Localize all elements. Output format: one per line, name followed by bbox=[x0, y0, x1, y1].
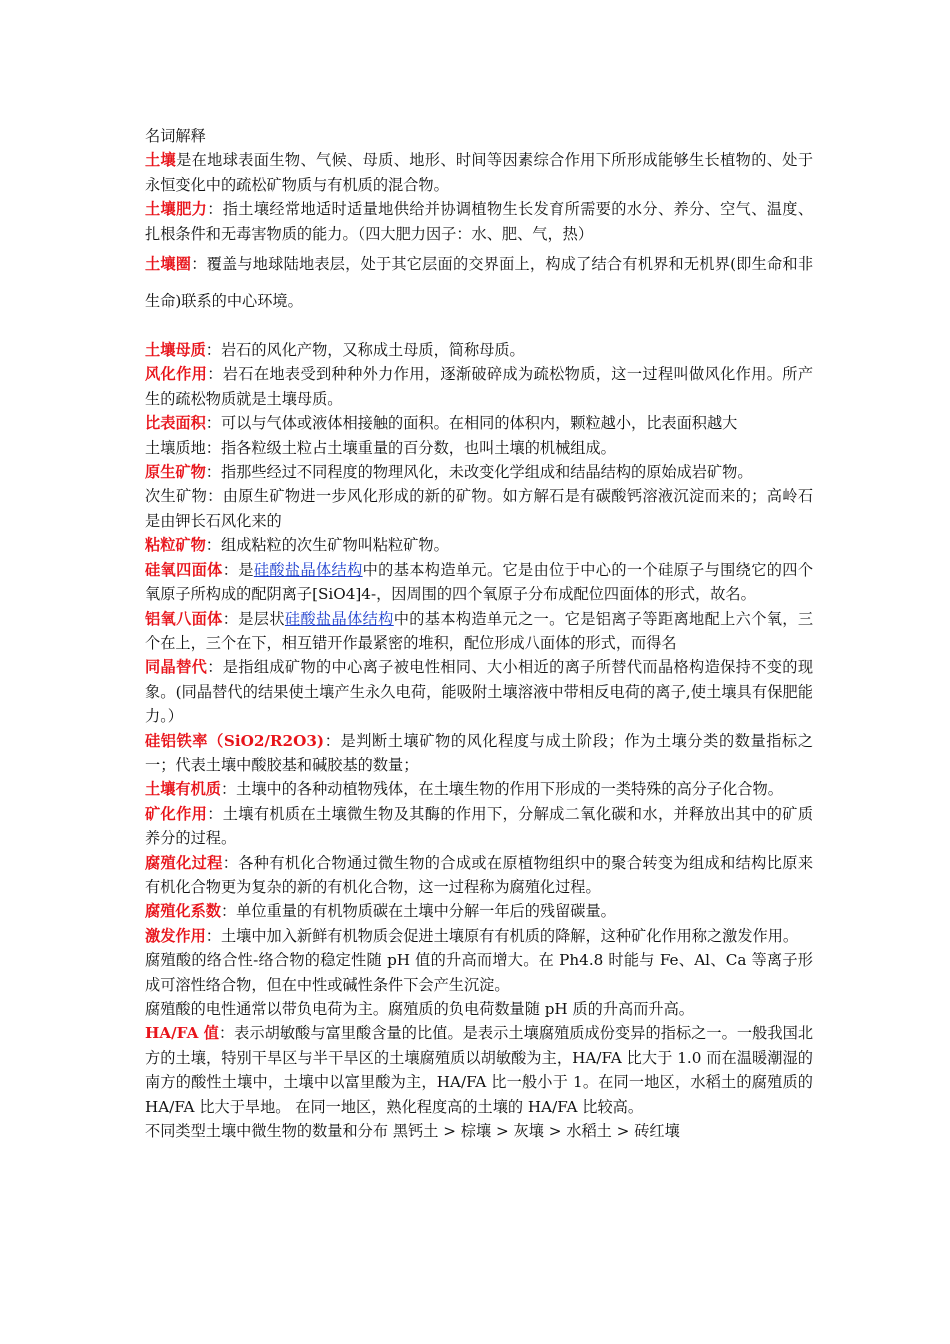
entry-text: 中的基本构造单元之一。它是铝离子等距离地配上六个氧，三个在上，三个在下，相互错开作最紧密的堆积，配位形成八面体的形式，而得名 bbox=[145, 609, 814, 652]
entry-text: 中的基本构造单元。它是由位于中心的一个硅原子与围绕它的四个氧原子所构成的配阴离子[SiO4]4-，因周围的四个氧原子分布成配位四面体的形式，故名。 bbox=[145, 560, 814, 604]
entry-soil-organic-matter bbox=[145, 777, 813, 801]
entry-text: ：表示胡敏酸与富里酸含量的比值。是表示土壤腐殖质成份变异的指标之一。一般我国北方的土壤，特别干旱区与半干旱区的土壤腐殖质以胡敏酸为主，HA/FA 比大于 1.0 而在温暖潮湿的南方的酸性土壤中，土壤中以富里酸为主，HA/FA 比一般小于 1。在同一地区，水稻土的腐殖质的 HA/FA 比大于旱地。 在同一地区，熟化程度高的土壤的 HA/FA 比较高。 bbox=[145, 1024, 814, 1116]
entry-term: 腐殖化过程 bbox=[145, 853, 223, 872]
entry-microbe-distribution: 不同类型土壤中微生物的数量和分布 黑钙土 > 棕壤 > 灰壤 > 水稻土 > 砖红壤 bbox=[145, 1122, 680, 1141]
entry-soil-texture: 土壤质地：指各粒级土粒占土壤重量的百分数，也叫土壤的机械组成。 bbox=[145, 438, 616, 457]
entry-text: ：土壤中加入新鲜有机物质会促进土壤原有有机质的降解，这种矿化作用称之激发作用。 bbox=[205, 926, 799, 945]
entry-term: 硅氧四面体 bbox=[145, 560, 223, 579]
entry-text: ：是判断土壤矿物的风化程度与成土阶段；作为土壤分类的数量指标之一；代表土壤中酸胶基和碱胶基的数量； bbox=[145, 731, 813, 774]
entry-term: 土壤 bbox=[145, 151, 177, 170]
entry-term: 硅铝铁率（SiO2/R2O3) bbox=[145, 731, 325, 750]
entry-clay-mineral bbox=[145, 533, 813, 557]
entry-silica-tetrahedron bbox=[145, 558, 813, 607]
entry-primary-mineral bbox=[145, 460, 813, 484]
entry-term: 土壤有机质 bbox=[145, 780, 221, 799]
entry-alumina-octahedron bbox=[145, 607, 813, 656]
entry-text: ：单位重量的有机物质碳在土壤中分解一年后的残留碳量。 bbox=[220, 902, 616, 921]
entry-sesquioxide-ratio bbox=[145, 729, 813, 778]
entry-text: ：岩石的风化产物，又称成土母质，简称母质。 bbox=[205, 341, 525, 360]
entry-text: ：指土壤经常地适时适量地供给并协调植物生长发育所需要的水分、养分、空气、温度、扎根条件和无毒害物质的能力。（四大肥力因子：水、肥、气，热） bbox=[145, 200, 814, 243]
entry-term: 原生矿物 bbox=[145, 463, 206, 482]
silicate-structure-link[interactable]: 硅酸盐晶体结构 bbox=[253, 560, 363, 579]
entry-term: 土壤肥力 bbox=[145, 200, 208, 219]
entry-ha-fa-ratio bbox=[145, 1021, 813, 1119]
entry-term: 风化作用 bbox=[145, 365, 208, 384]
entry-parent-material bbox=[145, 338, 813, 362]
entry-term: 铝氧八面体 bbox=[145, 609, 223, 628]
entry-term: HA/FA 值 bbox=[145, 1024, 219, 1043]
entry-soil bbox=[145, 148, 813, 197]
entry-pedosphere bbox=[145, 246, 813, 320]
entry-isomorphous-substitution bbox=[145, 655, 813, 728]
entry-term: 比表面积 bbox=[145, 414, 206, 433]
entry-text: ：土壤中的各种动植物残体，在土壤生物的作用下形成的一类特殊的高分子化合物。 bbox=[220, 780, 783, 799]
entry-term: 腐殖化系数 bbox=[145, 902, 221, 921]
entry-secondary-mineral: 次生矿物：由原生矿物进一步风化形成的新的矿物。如方解石是有碳酸钙溶液沉淀而来的；高岭石是由钾长石风化来的 bbox=[145, 487, 813, 530]
entry-humic-complexation: 腐殖酸的络合性-络合物的稳定性随 pH 值的升高而增大。在 Ph4.8 时能与 Fe、Al、Ca 等离子形成可溶性络合物，但在中性或碱性条件下会产生沉淀。 bbox=[145, 951, 813, 994]
entry-priming-effect bbox=[145, 924, 813, 948]
entry-text: ：岩石在地表受到种种外力作用，逐渐破碎成为疏松物质，这一过程叫做风化作用。所产生的疏松物质就是土壤母质。 bbox=[145, 365, 814, 408]
entry-specific-surface bbox=[145, 411, 813, 435]
entry-text: ：组成粘粒的次生矿物叫粘粒矿物。 bbox=[205, 536, 449, 555]
entry-text: ：各种有机化合物通过微生物的合成或在原植物组织中的聚合转变为组成和结构比原来有机化合物更为复杂的新的有机化合物，这一过程称为腐殖化过程。 bbox=[145, 853, 814, 896]
entry-soil-fertility bbox=[145, 197, 813, 246]
entry-term: 土壤圈 bbox=[145, 255, 192, 274]
entry-text: ：是 bbox=[222, 560, 254, 579]
entry-term: 粘粒矿物 bbox=[145, 536, 206, 555]
entry-text: ：可以与气体或液体相接触的面积。在相同的体积内，颗粒越小，比表面积越大 bbox=[205, 414, 738, 433]
entry-weathering bbox=[145, 362, 813, 411]
entry-text: ：是层状 bbox=[222, 609, 285, 628]
page-heading: 名词解释 bbox=[145, 127, 206, 145]
document-page bbox=[145, 124, 813, 1143]
entry-term: 同晶替代 bbox=[145, 658, 208, 677]
entry-text: ：指那些经过不同程度的物理风化，未改变化学组成和结晶结构的原始成岩矿物。 bbox=[205, 463, 753, 482]
entry-term: 土壤母质 bbox=[145, 341, 206, 360]
entry-term: 矿化作用 bbox=[145, 804, 208, 823]
entry-term: 激发作用 bbox=[145, 926, 206, 945]
entry-text: ：是指组成矿物的中心离子被电性相同、大小相近的离子所替代而晶格构造保持不变的现象。(同晶替代的结果使土壤产生永久电荷，能吸附土壤溶液中带相反电荷的离子,使土壤具有保肥能力。） bbox=[145, 658, 814, 726]
entry-mineralization bbox=[145, 802, 813, 851]
entry-text: ：覆盖与地球陆地表层，处于其它层面的交界面上，构成了结合有机界和无机界(即生命和非生命)联系的中心环境。 bbox=[145, 255, 814, 311]
silicate-structure-link[interactable]: 硅酸盐晶体结构 bbox=[284, 609, 394, 628]
entry-text: 是在地球表面生物、气候、母质、地形、时间等因素综合作用下所形成能够生长植物的、处于永恒变化中的疏松矿物质与有机质的混合物。 bbox=[145, 151, 814, 194]
entry-text: ：土壤有机质在土壤微生物及其酶的作用下，分解成二氧化碳和水，并释放出其中的矿质养分的过程。 bbox=[145, 804, 814, 848]
entry-humification-coefficient bbox=[145, 899, 813, 923]
entry-humic-charge: 腐殖酸的电性通常以带负电荷为主。腐殖质的负电荷数量随 pH 质的升高而升高。 bbox=[145, 1000, 694, 1018]
entry-humification bbox=[145, 851, 813, 900]
